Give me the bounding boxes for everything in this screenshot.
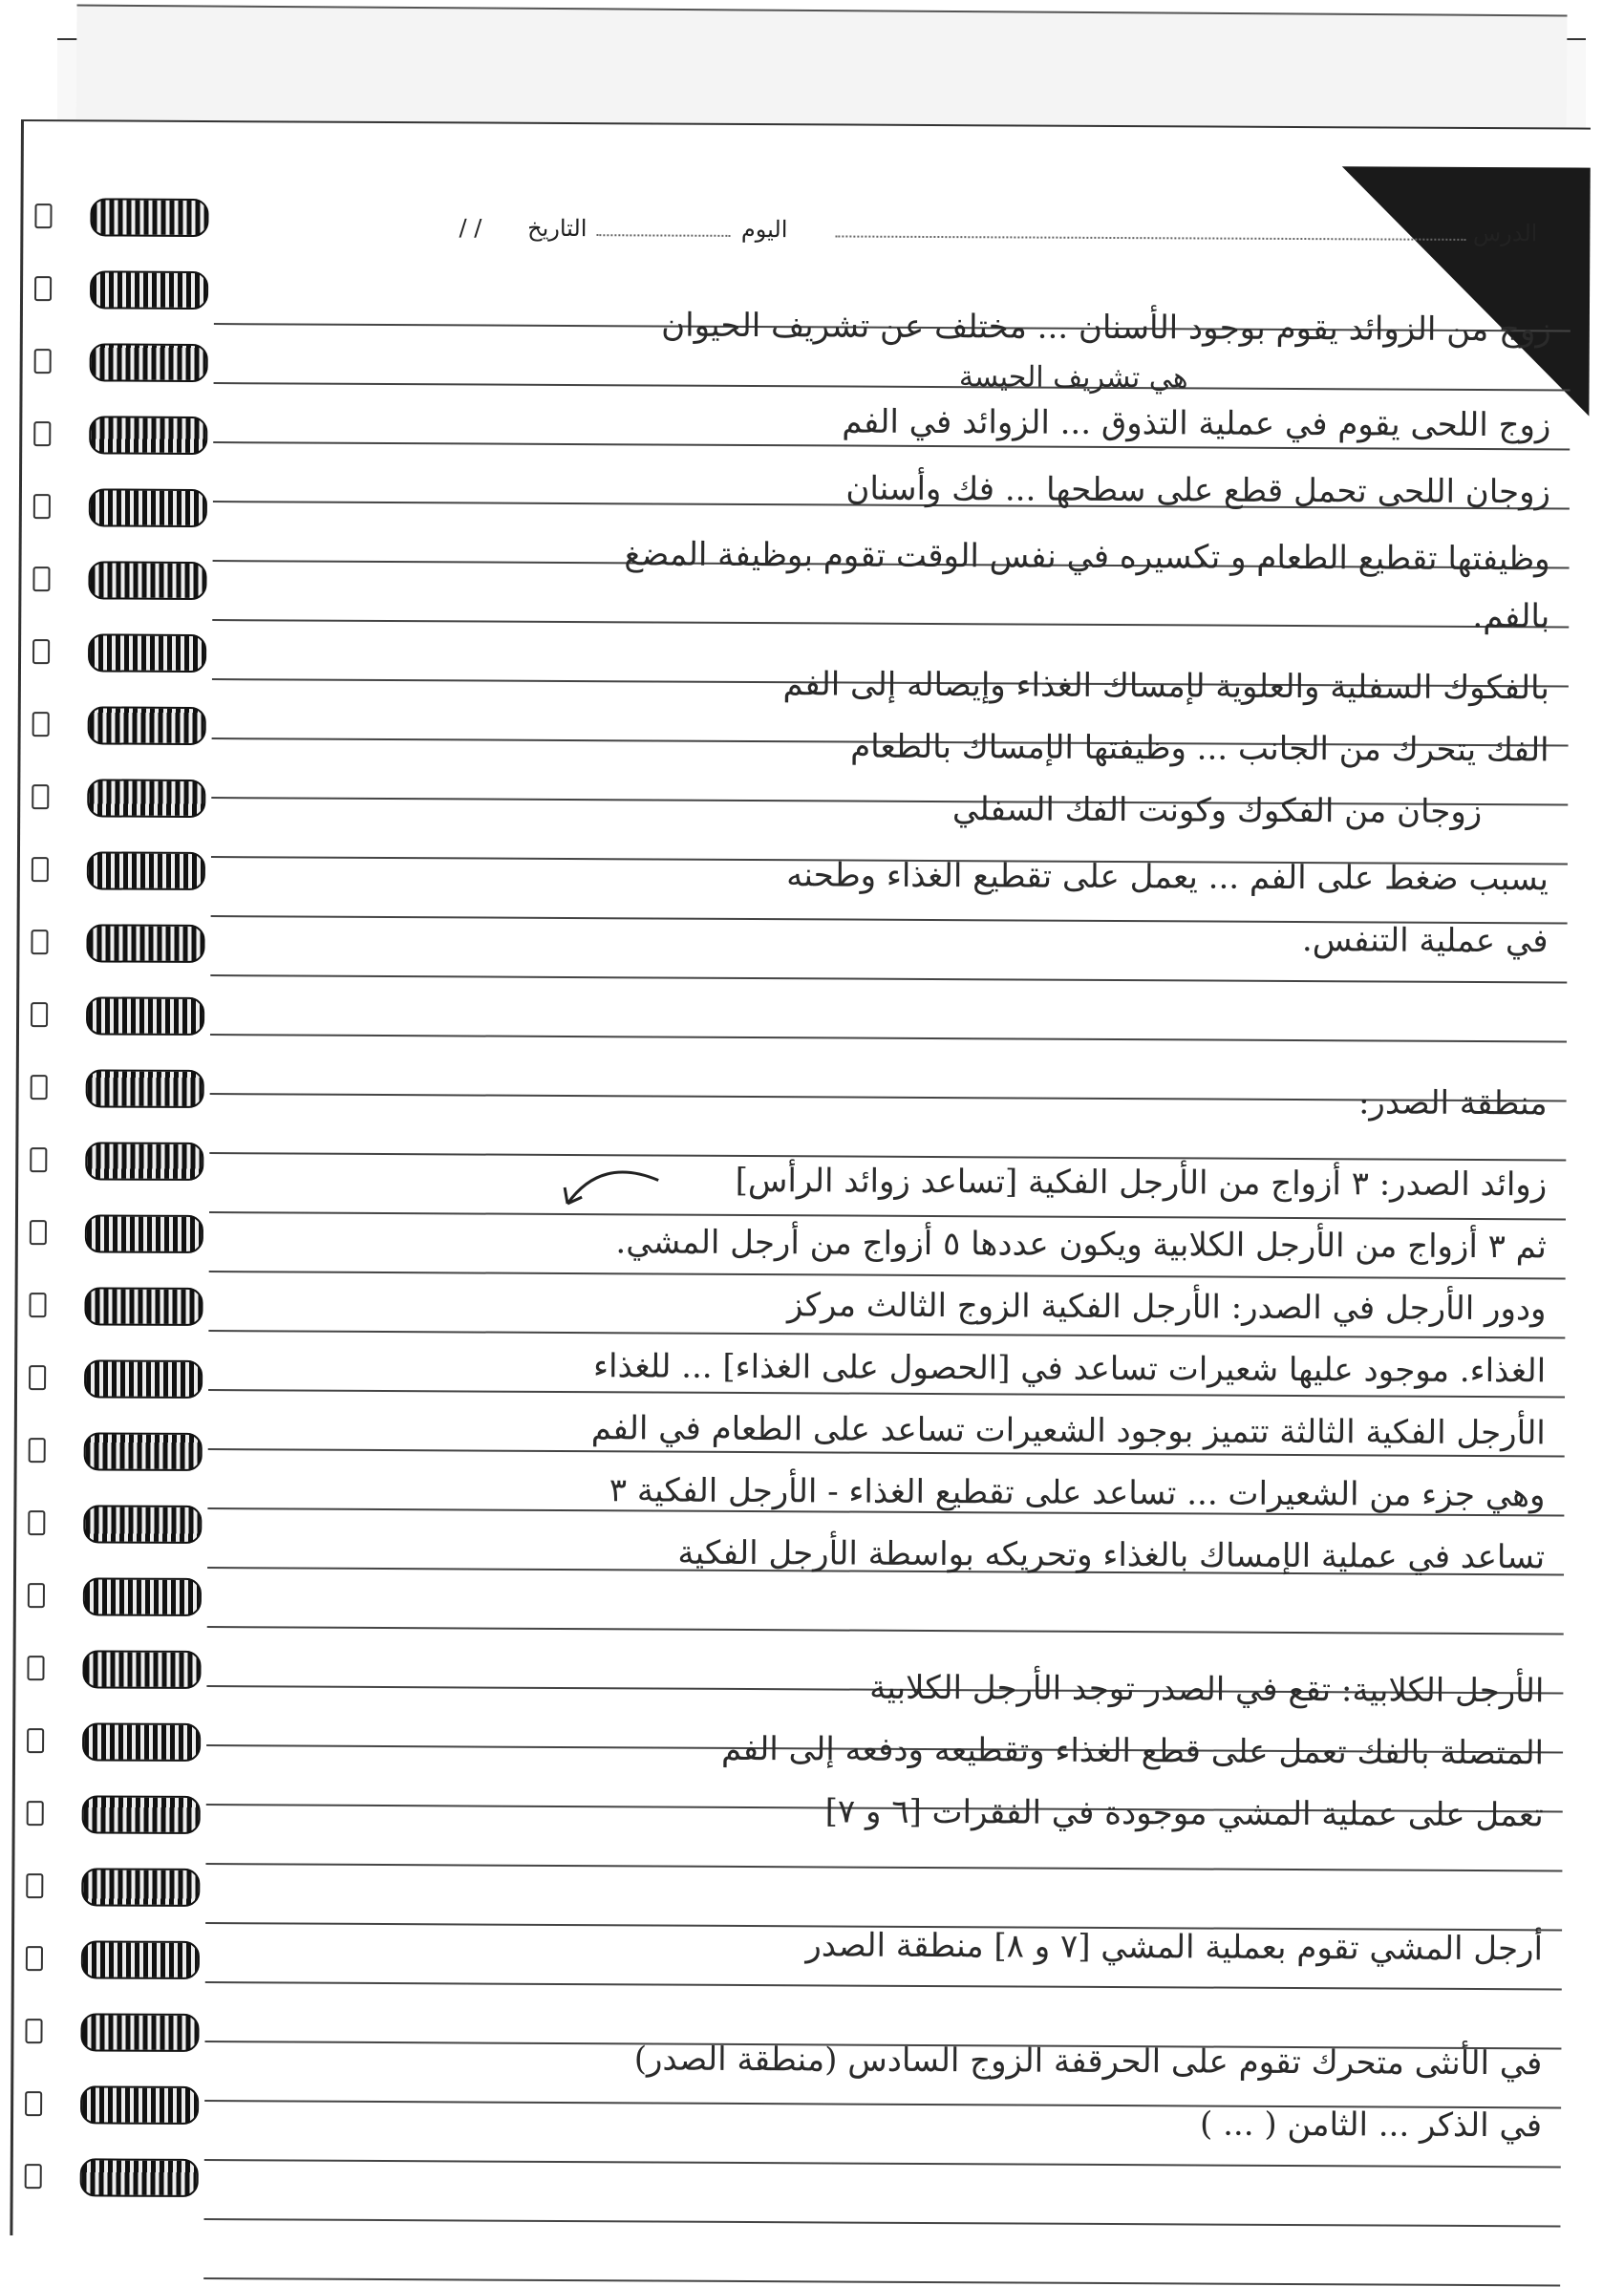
punch-hole bbox=[33, 421, 51, 446]
note-line: زوج من الزوائد يقوم بوجود الأسنان ... مختلف عن تشريف الحيوان bbox=[661, 306, 1551, 350]
note-line: في عملية التنفس. bbox=[1301, 921, 1549, 961]
punch-hole bbox=[27, 1801, 44, 1826]
lesson-label: الدرس bbox=[1472, 219, 1538, 247]
punch-hole bbox=[31, 1075, 48, 1100]
spiral-ring bbox=[84, 1432, 203, 1471]
day-label: اليوم bbox=[740, 215, 788, 244]
hand-drawn-arrow bbox=[563, 1151, 668, 1209]
punch-hole bbox=[25, 2091, 42, 2116]
note-line: الأرجل الكلابية: تقع في الصدر توجد الأرجل الكلابية bbox=[869, 1668, 1545, 1711]
note-line: الأرجل الفكية الثالثة تتميز بوجود الشعيرات تساعد على الطعام في الفم bbox=[590, 1409, 1546, 1453]
punch-hole bbox=[32, 857, 49, 882]
ruled-line bbox=[210, 974, 1567, 983]
note-line: ودور الأرجل في الصدر: الأرجل الفكية الزوج الثالث مركز bbox=[786, 1286, 1547, 1329]
note-line: تساعد في عملية الإمساك بالغذاء وتحريكه بواسطة الأرجل الفكية bbox=[677, 1533, 1546, 1577]
punch-hole bbox=[25, 2164, 42, 2189]
ruled-line bbox=[208, 1389, 1565, 1398]
spiral-ring bbox=[86, 1069, 204, 1108]
spiral-ring bbox=[87, 779, 205, 818]
punch-hole bbox=[26, 1873, 43, 1898]
note-line: وهي جزء من الشعيرات ... تساعد على تقطيع الغذاء - الأرجل الفكية ٣ bbox=[609, 1471, 1546, 1515]
spiral-ring bbox=[84, 1287, 203, 1326]
note-line: المتصلة بالفك تعمل على قطع الغذاء وتقطيعه ودفعه إلى الفم bbox=[721, 1729, 1545, 1773]
day-dots bbox=[596, 234, 730, 237]
punch-hole bbox=[29, 1365, 46, 1390]
spiral-ring bbox=[90, 198, 208, 237]
ruled-line bbox=[210, 1034, 1567, 1042]
notebook-page bbox=[10, 119, 1591, 2244]
spiral-ring bbox=[85, 1142, 203, 1181]
ruled-line bbox=[205, 1863, 1562, 1871]
note-line: في الأنثى متحرك تقوم على الحرقفة الزوج السادس (منطقة الصدر) bbox=[633, 2040, 1543, 2084]
spiral-ring bbox=[90, 270, 208, 310]
punch-hole bbox=[29, 1293, 46, 1317]
punch-hole bbox=[26, 1946, 43, 1971]
spiral-ring bbox=[82, 1650, 201, 1689]
ruled-line bbox=[203, 2218, 1560, 2227]
punch-hole bbox=[30, 1220, 47, 1245]
spiral-ring bbox=[88, 706, 206, 745]
lesson-dots bbox=[835, 235, 1465, 240]
punch-hole bbox=[29, 1438, 46, 1463]
spiral-ring bbox=[82, 1722, 201, 1762]
punch-hole bbox=[32, 566, 50, 591]
spiral-ring bbox=[89, 416, 207, 455]
note-line: بالفكوك السفلية والعلوية لإمساك الغذاء وإيصاله إلى الفم bbox=[782, 665, 1550, 708]
spiral-ring bbox=[86, 924, 204, 963]
spiral-ring bbox=[84, 1359, 203, 1399]
note-line: تعمل على عملية المشي موجودة في الفقرات [٦ و ٧] bbox=[824, 1792, 1544, 1835]
punch-hole bbox=[32, 639, 50, 664]
punch-hole bbox=[33, 494, 51, 519]
ruled-line bbox=[208, 1330, 1565, 1338]
spiral-ring bbox=[88, 561, 206, 600]
punch-hole bbox=[32, 784, 49, 809]
note-line: في الذكر ... الثامن ( ... ) bbox=[1199, 2105, 1543, 2146]
spiral-ring bbox=[89, 488, 207, 527]
note-line: أرجل المشي تقوم بعملية المشي [٧ و ٨] منطقة الصدر bbox=[805, 1926, 1544, 1969]
ruled-line bbox=[209, 1152, 1566, 1161]
punch-hole bbox=[34, 203, 52, 228]
punch-hole bbox=[28, 1510, 45, 1535]
ruled-line bbox=[209, 1271, 1566, 1279]
spiral-ring bbox=[80, 2085, 199, 2125]
note-line: بالفم. bbox=[1472, 596, 1550, 636]
note-line: ثم ٣ أزواج من الأرجل الكلابية ويكون عددها ٥ أزواج من أرجل المشي. bbox=[615, 1223, 1547, 1267]
spiral-binding bbox=[12, 121, 177, 2236]
spiral-ring bbox=[83, 1577, 202, 1616]
spiral-ring bbox=[80, 2013, 199, 2052]
note-line: زوج اللحى يقوم في عملية التذوق ... الزوائد في الفم bbox=[842, 402, 1551, 445]
punch-hole bbox=[34, 276, 52, 301]
note-line: منطقة الصدر: bbox=[1357, 1083, 1548, 1123]
note-line: زوجان اللحى تحمل قطع على سطحها ... فك وأسنان bbox=[845, 469, 1551, 512]
punch-hole bbox=[34, 349, 52, 374]
punch-hole bbox=[27, 1656, 44, 1680]
ruled-line bbox=[209, 1211, 1566, 1220]
note-line: وظيفتها تقطيع الطعام و تكسيره في نفس الوقت تقوم بوظيفة المضغ bbox=[624, 535, 1550, 579]
note-line: زوائد الصدر: ٣ أزواج من الأرجل الفكية [تساعد زوائد الرأس] bbox=[735, 1161, 1548, 1205]
spiral-ring bbox=[83, 1505, 202, 1544]
spiral-ring bbox=[85, 1214, 203, 1253]
punch-hole bbox=[25, 2019, 42, 2043]
punch-hole bbox=[30, 1147, 47, 1172]
note-line: يسبب ضغط على الفم ... يعمل على تقطيع الغذاء وطحنه bbox=[786, 856, 1549, 899]
note-line: الفك يتحرك من الجانب ... وظيفتها الإمساك بالطعام bbox=[850, 727, 1549, 770]
note-line: الغذاء. موجود عليها شعيرات تساعد في [الحصول على الغذاء] ... للغذاء bbox=[592, 1347, 1547, 1391]
spiral-ring bbox=[81, 1868, 200, 1907]
date-label: التاريخ bbox=[527, 214, 588, 243]
spiral-ring bbox=[88, 633, 206, 673]
ruled-line bbox=[212, 619, 1569, 628]
ruled-line bbox=[203, 2277, 1560, 2286]
punch-hole bbox=[31, 1002, 48, 1027]
ruled-line bbox=[205, 1981, 1562, 1990]
note-line: زوجان من الفكوك وكونت الفك السفلي bbox=[951, 790, 1483, 832]
punch-hole bbox=[32, 712, 50, 737]
ruled-line bbox=[204, 2159, 1561, 2168]
spiral-ring bbox=[87, 851, 205, 890]
punch-hole bbox=[31, 930, 48, 954]
ruled-line bbox=[207, 1626, 1564, 1635]
note-line: هي تشريف الحيسة bbox=[958, 360, 1188, 395]
punch-hole bbox=[28, 1583, 45, 1608]
spiral-ring bbox=[81, 1940, 200, 1979]
spiral-ring bbox=[82, 1795, 201, 1834]
ruled-line bbox=[214, 382, 1571, 391]
spiral-ring bbox=[86, 996, 204, 1036]
date-slashes: / / bbox=[459, 214, 482, 242]
spiral-ring bbox=[90, 343, 208, 382]
spiral-ring bbox=[80, 2158, 199, 2197]
punch-hole bbox=[27, 1728, 44, 1753]
page-header bbox=[290, 213, 1551, 267]
